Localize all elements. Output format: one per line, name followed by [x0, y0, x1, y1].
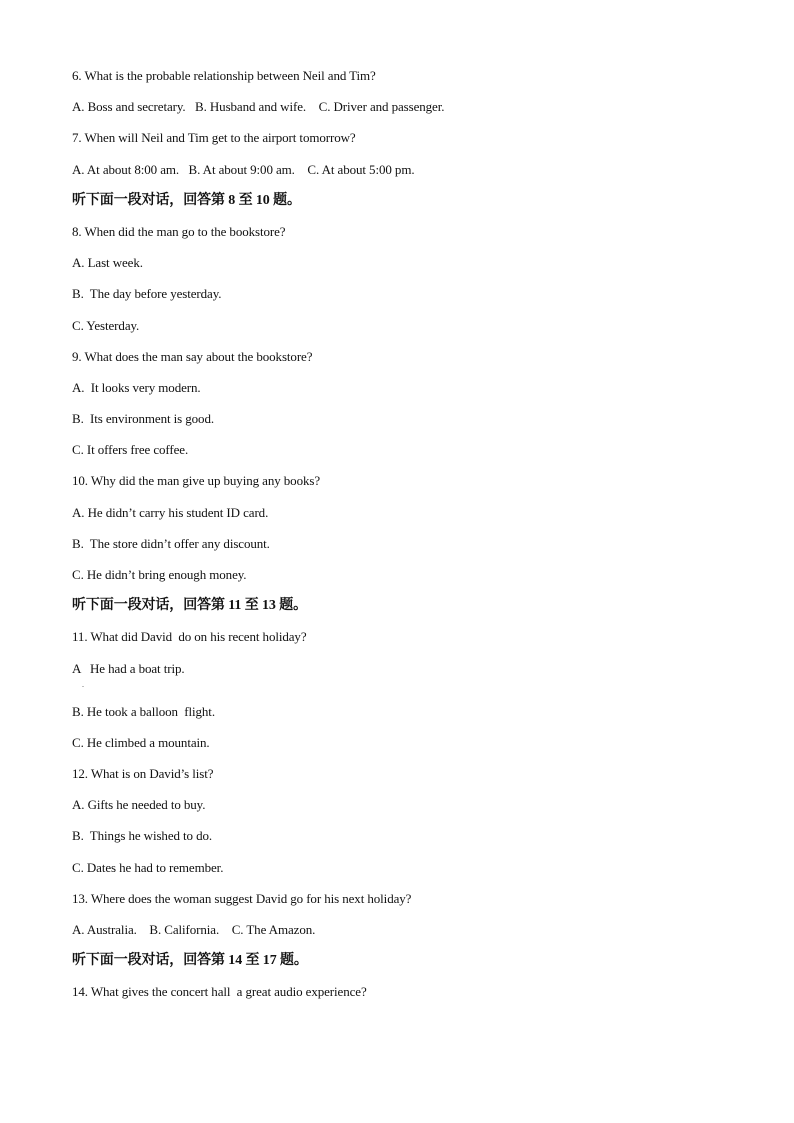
answer-options: A. Boss and secretary. B. Husband and wife. C. Driver and passenger.: [72, 99, 445, 115]
answer-options: A. Gifts he needed to buy.: [72, 797, 206, 813]
section-heading: 听下面一段对话，回答第 8 至 10 题。: [72, 192, 301, 208]
answer-options: A. He didn’t carry his student ID card.: [72, 504, 269, 520]
section-heading: 听下面一段对话，回答第 11 至 13 题。: [72, 598, 308, 614]
question-text: 11. What did David do on his recent holiday?: [72, 629, 307, 645]
document-page: [72, 64, 732, 1011]
answer-options: C. Yesterday.: [72, 317, 140, 333]
question-text: 7. When will Neil and Tim get to the airport tomorrow?: [72, 130, 356, 146]
question-text: 13. Where does the woman suggest David go for his next holiday?: [72, 890, 412, 906]
answer-options: C. He climbed a mountain.: [72, 734, 210, 750]
answer-options: B. The day before yesterday.: [72, 286, 222, 302]
question-text: 12. What is on David’s list?: [72, 765, 214, 781]
question-text: 14. What gives the concert hall a great audio experience?: [72, 984, 367, 1000]
answer-options: B. Its environment is good.: [72, 411, 214, 427]
answer-options: B. Things he wished to do.: [72, 828, 213, 844]
question-text: 10. Why did the man give up buying any books?: [72, 473, 321, 489]
section-heading: 听下面一段对话，回答第 14 至 17 题。: [72, 953, 308, 969]
question-text: 9. What does the man say about the bookstore?: [72, 348, 313, 364]
answer-options: B. The store didn’t offer any discount.: [72, 535, 270, 551]
answer-options: A. It looks very modern.: [72, 379, 201, 395]
question-text: 6. What is the probable relationship between Neil and Tim?: [72, 68, 376, 83]
stray-dot-mark: .: [82, 680, 84, 689]
answer-options: C. He didn’t bring enough money.: [72, 567, 247, 582]
answer-options: A. Last week.: [72, 255, 143, 271]
answer-options: C. Dates he had to remember.: [72, 859, 224, 875]
answer-options: C. It offers free coffee.: [72, 442, 189, 458]
answer-options: A He had a boat trip.: [72, 660, 185, 676]
answer-options: B. He took a balloon flight.: [72, 703, 215, 719]
answer-options: A. At about 8:00 am. B. At about 9:00 am. C. At about 5:00 pm.: [72, 161, 415, 177]
answer-options: A. Australia. B. California. C. The Amazon.: [72, 921, 316, 937]
question-text: 8. When did the man go to the bookstore?: [72, 223, 286, 239]
